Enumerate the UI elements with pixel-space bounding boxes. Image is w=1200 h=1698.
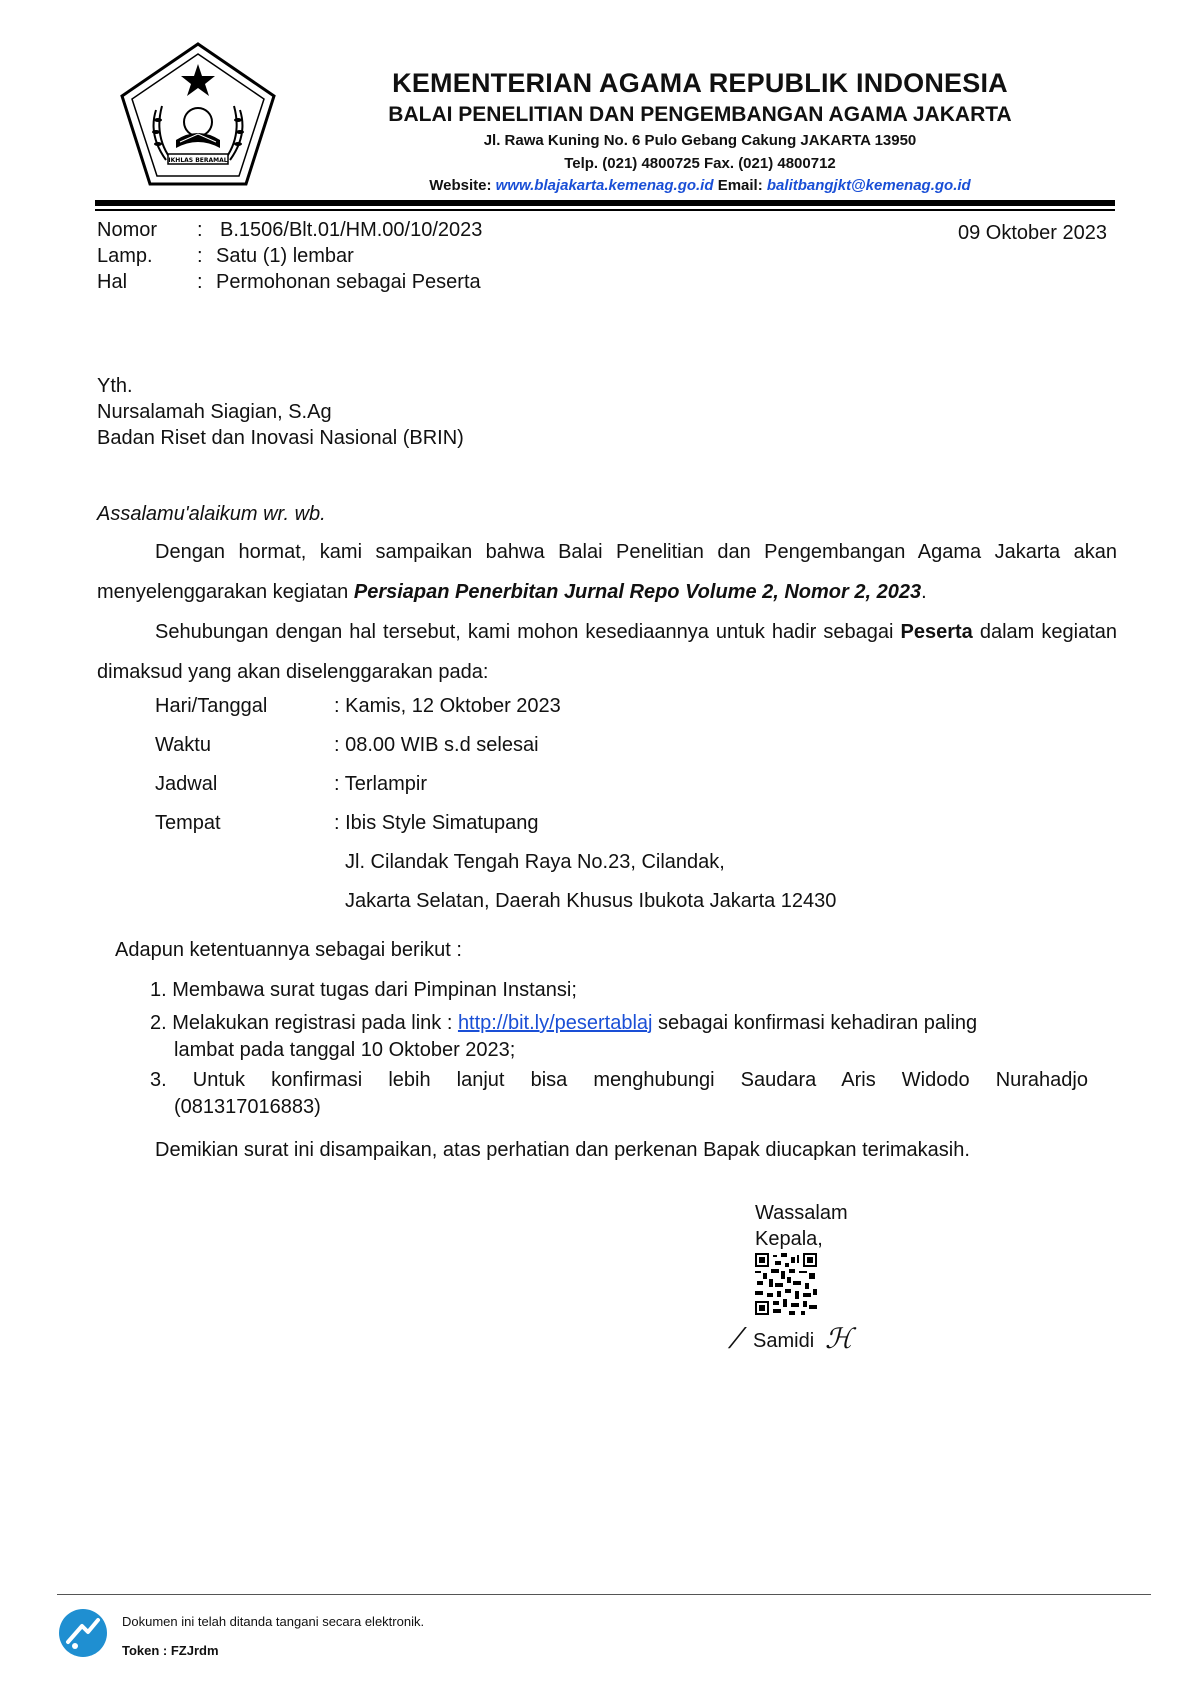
detail-label: Jadwal [155, 773, 218, 795]
e-sign-note: Dokumen ini telah ditanda tangani secara elektronik. [122, 1614, 425, 1629]
website-link[interactable]: www.blajakarta.kemenag.go.id [495, 177, 714, 194]
sign-start-icon: ⁄ [735, 1322, 740, 1355]
provisions-intro: Adapun ketentuannya sebagai berikut : [115, 939, 462, 961]
signer-title: Kepala, [755, 1228, 823, 1250]
nomor-label: Nomor [97, 219, 158, 241]
recipient-org: Badan Riset dan Inovasi Nasional (BRIN) [97, 427, 464, 449]
lamp-label: Lamp. [97, 245, 153, 267]
detail-label: Tempat [155, 812, 221, 834]
nomor-value: B.1506/Blt.01/HM.00/10/2023 [220, 219, 483, 241]
paragraph-intro-end: . [921, 581, 927, 603]
hal-value: Permohonan sebagai Peserta [216, 271, 481, 293]
registration-link[interactable]: http://bit.ly/pesertablaj [457, 1012, 653, 1034]
provision-item: 1. Membawa surat tugas dari Pimpinan Instansi; [150, 979, 577, 1001]
bsre-logo-icon [58, 1608, 108, 1658]
email-link[interactable]: balitbangjkt@kemenag.go.id [766, 177, 971, 194]
hal-colon: : [197, 271, 203, 293]
recipient-yth: Yth. [97, 375, 133, 397]
recipient-name: Nursalamah Siagian, S.Ag [97, 401, 332, 423]
wassalam: Wassalam [755, 1202, 848, 1224]
letter-date: 09 Oktober 2023 [958, 222, 1107, 244]
letterhead-rule [95, 200, 1115, 206]
email-label: Email: [717, 177, 763, 194]
office-name: BALAI PENELITIAN DAN PENGEMBANGAN AGAMA JAKARTA [388, 103, 1012, 126]
venue-address-line: Jakarta Selatan, Daerah Khusus Ibukota Jakarta 12430 [345, 890, 837, 912]
website-label: Website: [429, 177, 492, 194]
letterhead-rule-thin [95, 209, 1115, 211]
paragraph-intro [97, 532, 1117, 612]
footer-rule [57, 1594, 1151, 1595]
detail-label: Waktu [155, 734, 211, 756]
detail-label: Hari/Tanggal [155, 695, 268, 717]
hal-label: Hal [97, 271, 128, 293]
greeting: Assalamu'alaikum wr. wb. [97, 503, 326, 525]
event-name: Persiapan Penerbitan Jurnal Repo Volume 2, Nomor 2, 2023 [353, 581, 922, 603]
office-address: Jl. Rawa Kuning No. 6 Pulo Gebang Cakung JAKARTA 13950 [483, 132, 917, 149]
provision-item-text: sebagai konfirmasi kehadiran paling [652, 1012, 978, 1034]
provision-item-text: 2. Melakukan registrasi pada link : [150, 1012, 458, 1034]
lamp-colon: : [197, 245, 203, 267]
office-phone: Telp. (021) 4800725 Fax. (021) 4800712 [564, 155, 836, 172]
signer-name: Samidi [753, 1330, 815, 1352]
closing-paragraph: Demikian surat ini disampaikan, atas perhatian dan perkenan Bapak diucapkan terimakasih. [155, 1139, 970, 1161]
detail-value: : 08.00 WIB s.d selesai [334, 734, 539, 756]
e-sign-token: Token : FZJrdm [122, 1643, 219, 1658]
detail-value: : Kamis, 12 Oktober 2023 [334, 695, 561, 717]
paragraph-request-end: dalam kegiatan dimaksud yang akan diselenggarakan pada: [97, 621, 1117, 683]
lamp-value: Satu (1) lembar [216, 245, 354, 267]
paragraph-intro-text: Dengan hormat, kami sampaikan bahwa Balai Penelitian dan Pengembangan Agama Jakarta akan menyelenggarakan kegiatan [97, 541, 1117, 603]
sign-end-icon: ℋ [825, 1322, 853, 1355]
signature-block [735, 1322, 853, 1362]
role-peserta: Peserta [900, 621, 973, 643]
paragraph-request [97, 612, 1117, 692]
ministry-logo [118, 40, 278, 188]
provision-item [150, 1011, 977, 1035]
qr-code-icon [755, 1253, 817, 1315]
paragraph-request-text: Sehubungan dengan hal tersebut, kami mohon kesediaannya untuk hadir sebagai [155, 621, 901, 643]
office-contacts [300, 177, 1100, 194]
provision-item-cont: lambat pada tanggal 10 Oktober 2023; [174, 1039, 516, 1061]
provision-item-cont: (081317016883) [174, 1096, 321, 1118]
svg-text:IKHLAS BERAMAL: IKHLAS BERAMAL [168, 157, 228, 164]
detail-value: : Ibis Style Simatupang [334, 812, 539, 834]
provision-item: 3. Untuk konfirmasi lebih lanjut bisa menghubungi Saudara Aris Widodo Nurahadjo [150, 1069, 1088, 1091]
ministry-name: KEMENTERIAN AGAMA REPUBLIK INDONESIA [392, 68, 1008, 98]
nomor-colon: : [197, 219, 203, 241]
detail-value: : Terlampir [334, 773, 427, 795]
venue-address-line: Jl. Cilandak Tengah Raya No.23, Cilandak, [345, 851, 725, 873]
